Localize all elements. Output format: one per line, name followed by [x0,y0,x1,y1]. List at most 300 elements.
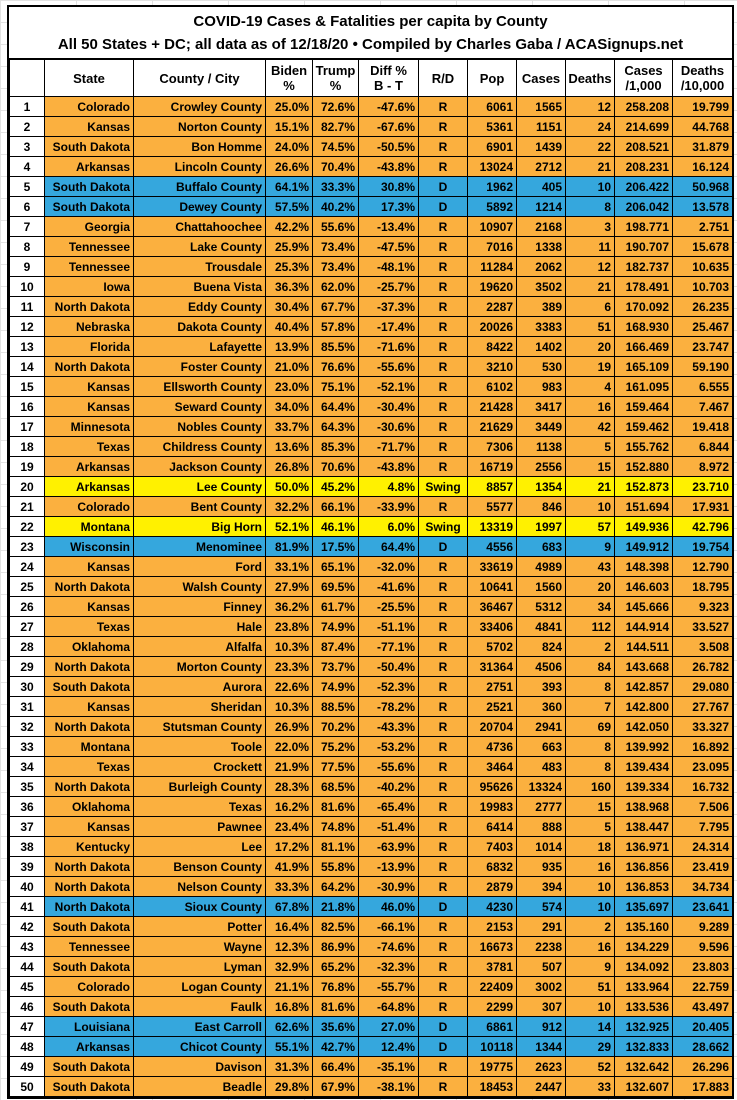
cell-deaths_per_10000: 16.124 [673,157,733,177]
cell-rank: 39 [10,857,45,877]
cell-cases: 3449 [517,417,566,437]
cell-cases_per_1000: 143.668 [615,657,673,677]
cell-deaths_per_10000: 26.296 [673,1057,733,1077]
cell-trump: 73.4% [313,257,359,277]
cell-trump: 55.6% [313,217,359,237]
cell-cases: 307 [517,997,566,1017]
cell-deaths_per_10000: 23.710 [673,477,733,497]
cell-biden: 25.0% [266,97,313,117]
cell-trump: 21.8% [313,897,359,917]
cell-rd: R [419,297,468,317]
cell-rd: R [419,657,468,677]
cell-cases: 1402 [517,337,566,357]
cell-trump: 75.1% [313,377,359,397]
cell-cases_per_1000: 161.095 [615,377,673,397]
cell-deaths_per_10000: 19.754 [673,537,733,557]
column-header-deaths_per_10000: Deaths /10,000 [673,60,733,97]
cell-diff: -64.8% [359,997,419,1017]
cell-biden: 52.1% [266,517,313,537]
cell-rank: 50 [10,1077,45,1097]
cell-pop: 20026 [468,317,517,337]
table-row [10,957,733,977]
cell-county: Potter [134,917,266,937]
cell-biden: 23.0% [266,377,313,397]
cell-cases: 2062 [517,257,566,277]
cell-state: North Dakota [45,897,134,917]
cell-cases_per_1000: 208.521 [615,137,673,157]
cell-state: Colorado [45,497,134,517]
cell-rd: R [419,917,468,937]
cell-deaths_per_10000: 8.972 [673,457,733,477]
cell-rd: R [419,957,468,977]
cell-rank: 25 [10,577,45,597]
cell-pop: 1962 [468,177,517,197]
cell-diff: 17.3% [359,197,419,217]
cell-state: South Dakota [45,997,134,1017]
cell-cases: 2556 [517,457,566,477]
cell-county: Lake County [134,237,266,257]
cell-cases_per_1000: 135.160 [615,917,673,937]
cell-deaths_per_10000: 2.751 [673,217,733,237]
cell-deaths_per_10000: 19.418 [673,417,733,437]
cell-deaths_per_10000: 23.747 [673,337,733,357]
cell-diff: -32.3% [359,957,419,977]
cell-pop: 20704 [468,717,517,737]
cell-deaths: 5 [566,817,615,837]
cell-deaths: 24 [566,117,615,137]
cell-state: North Dakota [45,877,134,897]
table-row [10,577,733,597]
cell-diff: -40.2% [359,777,419,797]
cell-diff: -33.9% [359,497,419,517]
cell-pop: 18453 [468,1077,517,1097]
cell-cases: 483 [517,757,566,777]
cell-diff: -25.5% [359,597,419,617]
cell-biden: 64.1% [266,177,313,197]
cell-biden: 29.8% [266,1077,313,1097]
cell-rank: 17 [10,417,45,437]
cell-state: Tennessee [45,257,134,277]
cell-rank: 14 [10,357,45,377]
cell-biden: 33.7% [266,417,313,437]
cell-trump: 42.7% [313,1037,359,1057]
cell-state: Kansas [45,557,134,577]
header-row [10,60,733,97]
cell-deaths: 8 [566,737,615,757]
cell-cases: 1138 [517,437,566,457]
cell-rd: R [419,437,468,457]
cell-rank: 21 [10,497,45,517]
cell-deaths_per_10000: 31.879 [673,137,733,157]
table-row [10,97,733,117]
cell-diff: -13.4% [359,217,419,237]
cell-cases: 1014 [517,837,566,857]
cell-diff: 4.8% [359,477,419,497]
table-title-block [9,7,732,59]
table-row [10,717,733,737]
cell-county: Ellsworth County [134,377,266,397]
cell-county: Wayne [134,937,266,957]
cell-rank: 24 [10,557,45,577]
cell-deaths_per_10000: 26.235 [673,297,733,317]
table-row [10,537,733,557]
cell-cases_per_1000: 166.469 [615,337,673,357]
table-row [10,917,733,937]
table-row [10,177,733,197]
cell-state: Texas [45,437,134,457]
column-header-state: State [45,60,134,97]
cell-deaths: 16 [566,857,615,877]
cell-cases_per_1000: 142.050 [615,717,673,737]
cell-county: East Carroll [134,1017,266,1037]
column-header-pop: Pop [468,60,517,97]
cell-diff: -55.6% [359,757,419,777]
cell-cases: 3502 [517,277,566,297]
cell-trump: 35.6% [313,1017,359,1037]
cell-biden: 30.4% [266,297,313,317]
cell-trump: 70.2% [313,717,359,737]
cell-rd: Swing [419,517,468,537]
column-header-deaths: Deaths [566,60,615,97]
cell-pop: 19983 [468,797,517,817]
cell-biden: 16.2% [266,797,313,817]
cell-county: Lee County [134,477,266,497]
cell-deaths: 22 [566,137,615,157]
column-header-cases: Cases [517,60,566,97]
cell-deaths: 9 [566,957,615,977]
cell-cases_per_1000: 182.737 [615,257,673,277]
cell-rank: 44 [10,957,45,977]
cell-trump: 73.4% [313,237,359,257]
cell-state: Wisconsin [45,537,134,557]
cell-rd: R [419,757,468,777]
cell-rank: 6 [10,197,45,217]
table-row [10,357,733,377]
cell-biden: 67.8% [266,897,313,917]
cell-county: Aurora [134,677,266,697]
cell-biden: 26.9% [266,717,313,737]
cell-pop: 6102 [468,377,517,397]
cell-deaths_per_10000: 13.578 [673,197,733,217]
cell-diff: 6.0% [359,517,419,537]
cell-rd: R [419,357,468,377]
cell-biden: 21.1% [266,977,313,997]
cell-biden: 26.8% [266,457,313,477]
table-row [10,197,733,217]
cell-cases_per_1000: 258.208 [615,97,673,117]
cell-state: Texas [45,617,134,637]
table-row [10,837,733,857]
cell-county: Morton County [134,657,266,677]
cell-cases: 1565 [517,97,566,117]
cell-biden: 36.3% [266,277,313,297]
cell-pop: 2751 [468,677,517,697]
table-row [10,897,733,917]
cell-pop: 7306 [468,437,517,457]
cell-deaths_per_10000: 20.405 [673,1017,733,1037]
cell-cases: 574 [517,897,566,917]
cell-deaths_per_10000: 6.844 [673,437,733,457]
cell-cases_per_1000: 208.231 [615,157,673,177]
cell-state: South Dakota [45,197,134,217]
cell-state: South Dakota [45,917,134,937]
cell-diff: -13.9% [359,857,419,877]
cell-deaths: 5 [566,437,615,457]
cell-diff: -17.4% [359,317,419,337]
cell-cases_per_1000: 142.800 [615,697,673,717]
cell-deaths: 33 [566,1077,615,1097]
cell-rank: 32 [10,717,45,737]
cell-diff: -37.3% [359,297,419,317]
cell-cases_per_1000: 206.422 [615,177,673,197]
cell-county: Alfalfa [134,637,266,657]
cell-cases_per_1000: 149.912 [615,537,673,557]
cell-rank: 27 [10,617,45,637]
cell-deaths: 2 [566,917,615,937]
cell-state: Texas [45,757,134,777]
cell-rd: R [419,577,468,597]
cell-state: Colorado [45,97,134,117]
cell-cases: 683 [517,537,566,557]
cell-cases: 4989 [517,557,566,577]
cell-biden: 25.9% [266,237,313,257]
cell-rank: 37 [10,817,45,837]
table-row [10,317,733,337]
cell-county: Ford [134,557,266,577]
cell-cases: 360 [517,697,566,717]
cell-trump: 76.6% [313,357,359,377]
cell-deaths: 14 [566,1017,615,1037]
cell-diff: -47.5% [359,237,419,257]
cell-state: Florida [45,337,134,357]
cell-cases: 1560 [517,577,566,597]
cell-rd: D [419,197,468,217]
cell-county: Bent County [134,497,266,517]
cell-state: Tennessee [45,237,134,257]
cell-pop: 2287 [468,297,517,317]
table-row [10,557,733,577]
cell-rd: R [419,977,468,997]
cell-deaths: 10 [566,497,615,517]
cell-trump: 68.5% [313,777,359,797]
cell-trump: 69.5% [313,577,359,597]
table-row [10,877,733,897]
cell-county: Bon Homme [134,137,266,157]
table-row [10,797,733,817]
cell-rank: 26 [10,597,45,617]
cell-state: Kentucky [45,837,134,857]
cell-biden: 13.9% [266,337,313,357]
cell-diff: -25.7% [359,277,419,297]
cell-rank: 40 [10,877,45,897]
cell-rank: 45 [10,977,45,997]
cell-state: North Dakota [45,297,134,317]
cell-rd: R [419,237,468,257]
cell-diff: -65.4% [359,797,419,817]
county-table-sheet [7,5,734,1099]
cell-pop: 6832 [468,857,517,877]
cell-rd: R [419,857,468,877]
cell-rd: R [419,617,468,637]
cell-diff: -78.2% [359,697,419,717]
cell-rd: R [419,997,468,1017]
cell-diff: -51.4% [359,817,419,837]
cell-county: Beadle [134,1077,266,1097]
covid-county-table [9,59,733,1097]
cell-county: Faulk [134,997,266,1017]
cell-deaths: 34 [566,597,615,617]
cell-trump: 74.5% [313,137,359,157]
cell-biden: 23.3% [266,657,313,677]
cell-rd: R [419,257,468,277]
cell-trump: 75.2% [313,737,359,757]
cell-state: South Dakota [45,1077,134,1097]
table-row [10,237,733,257]
cell-rank: 28 [10,637,45,657]
cell-trump: 81.6% [313,997,359,1017]
cell-deaths_per_10000: 9.289 [673,917,733,937]
cell-county: Logan County [134,977,266,997]
cell-biden: 23.4% [266,817,313,837]
cell-trump: 82.5% [313,917,359,937]
cell-rd: R [419,157,468,177]
table-row [10,997,733,1017]
cell-state: Colorado [45,977,134,997]
cell-rank: 8 [10,237,45,257]
cell-biden: 36.2% [266,597,313,617]
cell-pop: 95626 [468,777,517,797]
cell-county: Walsh County [134,577,266,597]
cell-diff: 64.4% [359,537,419,557]
table-row [10,397,733,417]
cell-trump: 82.7% [313,117,359,137]
cell-biden: 22.6% [266,677,313,697]
cell-county: Finney [134,597,266,617]
cell-trump: 64.2% [313,877,359,897]
column-header-rank [10,60,45,97]
cell-deaths: 20 [566,577,615,597]
cell-diff: -30.9% [359,877,419,897]
table-row [10,777,733,797]
table-subtitle: All 50 States + DC; all data as of 12/18/20 • Compiled by Charles Gaba / ACASignups.net [57,36,684,53]
table-row [10,257,733,277]
cell-county: Nelson County [134,877,266,897]
cell-deaths_per_10000: 43.497 [673,997,733,1017]
column-header-biden: Biden % [266,60,313,97]
cell-rank: 2 [10,117,45,137]
cell-rank: 19 [10,457,45,477]
cell-pop: 10118 [468,1037,517,1057]
cell-deaths_per_10000: 16.892 [673,737,733,757]
cell-cases: 1997 [517,517,566,537]
cell-rd: R [419,217,468,237]
cell-rd: R [419,797,468,817]
table-row [10,477,733,497]
cell-cases_per_1000: 155.762 [615,437,673,457]
cell-cases_per_1000: 138.968 [615,797,673,817]
cell-deaths: 21 [566,277,615,297]
cell-deaths: 2 [566,637,615,657]
table-row [10,617,733,637]
cell-cases_per_1000: 132.642 [615,1057,673,1077]
cell-trump: 81.6% [313,797,359,817]
cell-state: Arkansas [45,157,134,177]
cell-cases_per_1000: 138.447 [615,817,673,837]
cell-pop: 7403 [468,837,517,857]
cell-deaths: 112 [566,617,615,637]
cell-deaths: 42 [566,417,615,437]
cell-deaths: 19 [566,357,615,377]
cell-rd: R [419,737,468,757]
cell-pop: 33406 [468,617,517,637]
cell-trump: 55.8% [313,857,359,877]
cell-rank: 33 [10,737,45,757]
cell-biden: 21.9% [266,757,313,777]
cell-deaths_per_10000: 6.555 [673,377,733,397]
cell-rank: 16 [10,397,45,417]
cell-cases: 983 [517,377,566,397]
table-row [10,217,733,237]
cell-rd: R [419,137,468,157]
cell-cases_per_1000: 206.042 [615,197,673,217]
table-row [10,497,733,517]
cell-deaths: 15 [566,797,615,817]
cell-rank: 34 [10,757,45,777]
cell-rank: 12 [10,317,45,337]
cell-diff: -48.1% [359,257,419,277]
cell-state: Kansas [45,117,134,137]
cell-pop: 3781 [468,957,517,977]
cell-state: South Dakota [45,1057,134,1077]
cell-trump: 17.5% [313,537,359,557]
cell-cases_per_1000: 168.930 [615,317,673,337]
cell-biden: 23.8% [266,617,313,637]
cell-cases: 2941 [517,717,566,737]
cell-county: Crowley County [134,97,266,117]
cell-cases: 394 [517,877,566,897]
cell-biden: 24.0% [266,137,313,157]
cell-state: Oklahoma [45,637,134,657]
cell-rank: 11 [10,297,45,317]
cell-deaths_per_10000: 17.883 [673,1077,733,1097]
cell-county: Buena Vista [134,277,266,297]
cell-state: Kansas [45,817,134,837]
table-title: COVID-19 Cases & Fatalities per capita by County [193,13,548,30]
cell-deaths_per_10000: 25.467 [673,317,733,337]
cell-cases_per_1000: 136.971 [615,837,673,857]
cell-rd: R [419,417,468,437]
cell-trump: 66.1% [313,497,359,517]
cell-county: Sioux County [134,897,266,917]
cell-rd: R [419,337,468,357]
cell-rank: 49 [10,1057,45,1077]
cell-deaths: 21 [566,157,615,177]
cell-rank: 23 [10,537,45,557]
cell-state: South Dakota [45,677,134,697]
cell-trump: 61.7% [313,597,359,617]
cell-state: Georgia [45,217,134,237]
cell-cases_per_1000: 198.771 [615,217,673,237]
cell-state: Arkansas [45,477,134,497]
cell-deaths_per_10000: 22.759 [673,977,733,997]
cell-biden: 55.1% [266,1037,313,1057]
cell-biden: 40.4% [266,317,313,337]
cell-cases_per_1000: 139.434 [615,757,673,777]
cell-state: North Dakota [45,857,134,877]
cell-rank: 42 [10,917,45,937]
cell-diff: -53.2% [359,737,419,757]
cell-trump: 40.2% [313,197,359,217]
